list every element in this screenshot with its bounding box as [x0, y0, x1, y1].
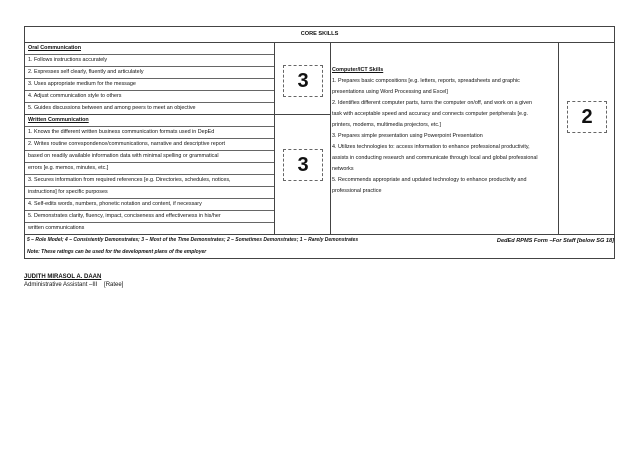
oral-rating-cell [275, 43, 331, 115]
oral-communication-title: Oral Communication [25, 43, 274, 55]
written-communication-title: Written Communication [25, 115, 274, 127]
computer-item: 3. Prepares simple presentation using Powerpoint Presentation [332, 133, 483, 139]
oral-item: 3. Uses appropriate medium for the message [25, 79, 274, 91]
written-item: 5. Demonstrates clarity, fluency, impact, conciseness and effectiveness in his/her [25, 211, 274, 223]
computer-item: professional practice [332, 188, 382, 194]
written-item: errors [e.g. memos, minutes, etc.] [25, 163, 274, 175]
rating-legend: 5 – Role Model; 4 – Consistently Demonstrates; 3 – Most of the Time Demonstrates; 2 – Sometimes Demonstrates; 1 – Rarely Demonstrates [27, 237, 359, 243]
oral-item: 4. Adjust communication style to others [25, 91, 274, 103]
table-header: CORE SKILLS [25, 27, 615, 43]
computer-rating-cell [559, 43, 615, 235]
core-skills-table [24, 26, 615, 259]
computer-item: task with acceptable speed and accuracy and connects computer peripherals [e.g. [332, 111, 528, 117]
ratings-note: Note: These ratings can be used for the development plans of the employer [27, 249, 207, 255]
oral-item: 1. Follows instructions accurately [25, 55, 274, 67]
computer-item: printers, modems, multimedia projectors, etc.] [332, 122, 442, 128]
computer-item: 5. Recommends appropriate and updated technology to enhance productivity and [332, 177, 527, 183]
oral-rating[interactable]: 3 [283, 65, 323, 97]
ratee-name: JUDITH MIRASOL A. DAAN [24, 274, 102, 280]
oral-item: 2. Expresses self clearly, fluently and articulately [25, 67, 274, 79]
computer-item: 4. Utilizes technologies to: access information to enhance professional productivity, [332, 144, 530, 150]
written-item: 1. Knows the different written business communication formats used in DepEd [25, 127, 274, 139]
computer-rating[interactable]: 2 [567, 101, 607, 133]
written-rating-cell [275, 115, 331, 235]
written-item: written communications [28, 225, 85, 231]
written-rating[interactable]: 3 [283, 149, 323, 181]
written-communication-section [25, 115, 275, 235]
written-item: instructions] for specific purposes [25, 187, 274, 199]
ratee-details [24, 281, 123, 289]
written-item: based on readily available information data with minimal spelling or grammatical [25, 151, 274, 163]
computer-item: assists in conducting research and communicate through local and global professional [332, 155, 538, 161]
ratee-position: Administrative Assistant –III [24, 282, 98, 288]
computer-item: 2. Identifies different computer parts, turns the computer on/off, and work on a given [332, 100, 532, 106]
oral-item: 5. Guides discussions between and among peers to meet an objective [28, 105, 196, 111]
computer-ict-title: Computer/ICT Skills [332, 67, 384, 73]
computer-item: 1. Prepares basic compositions [e.g. letters, reports, spreadsheets and graphic [332, 78, 520, 84]
written-item: 2. Writes routine correspondence/communications, narrative and descriptive report [25, 139, 274, 151]
written-item: 3. Secures information from required references [e.g. Directories, schedules, notices, [25, 175, 274, 187]
core-skills-sheet [24, 26, 614, 259]
written-item: 4. Self-edits words, numbers, phonetic notation and content, if necessary [25, 199, 274, 211]
computer-item: presentations using Word Processing and Excel] [332, 89, 448, 95]
computer-ict-section [331, 43, 559, 235]
computer-item: networks [332, 166, 354, 172]
form-label: DedEd RPMS Form –For Staff [below SG 18] [496, 238, 614, 244]
ratee-role: [Ratee] [104, 282, 124, 288]
oral-communication-section [25, 43, 275, 115]
ratee-block [24, 273, 123, 289]
